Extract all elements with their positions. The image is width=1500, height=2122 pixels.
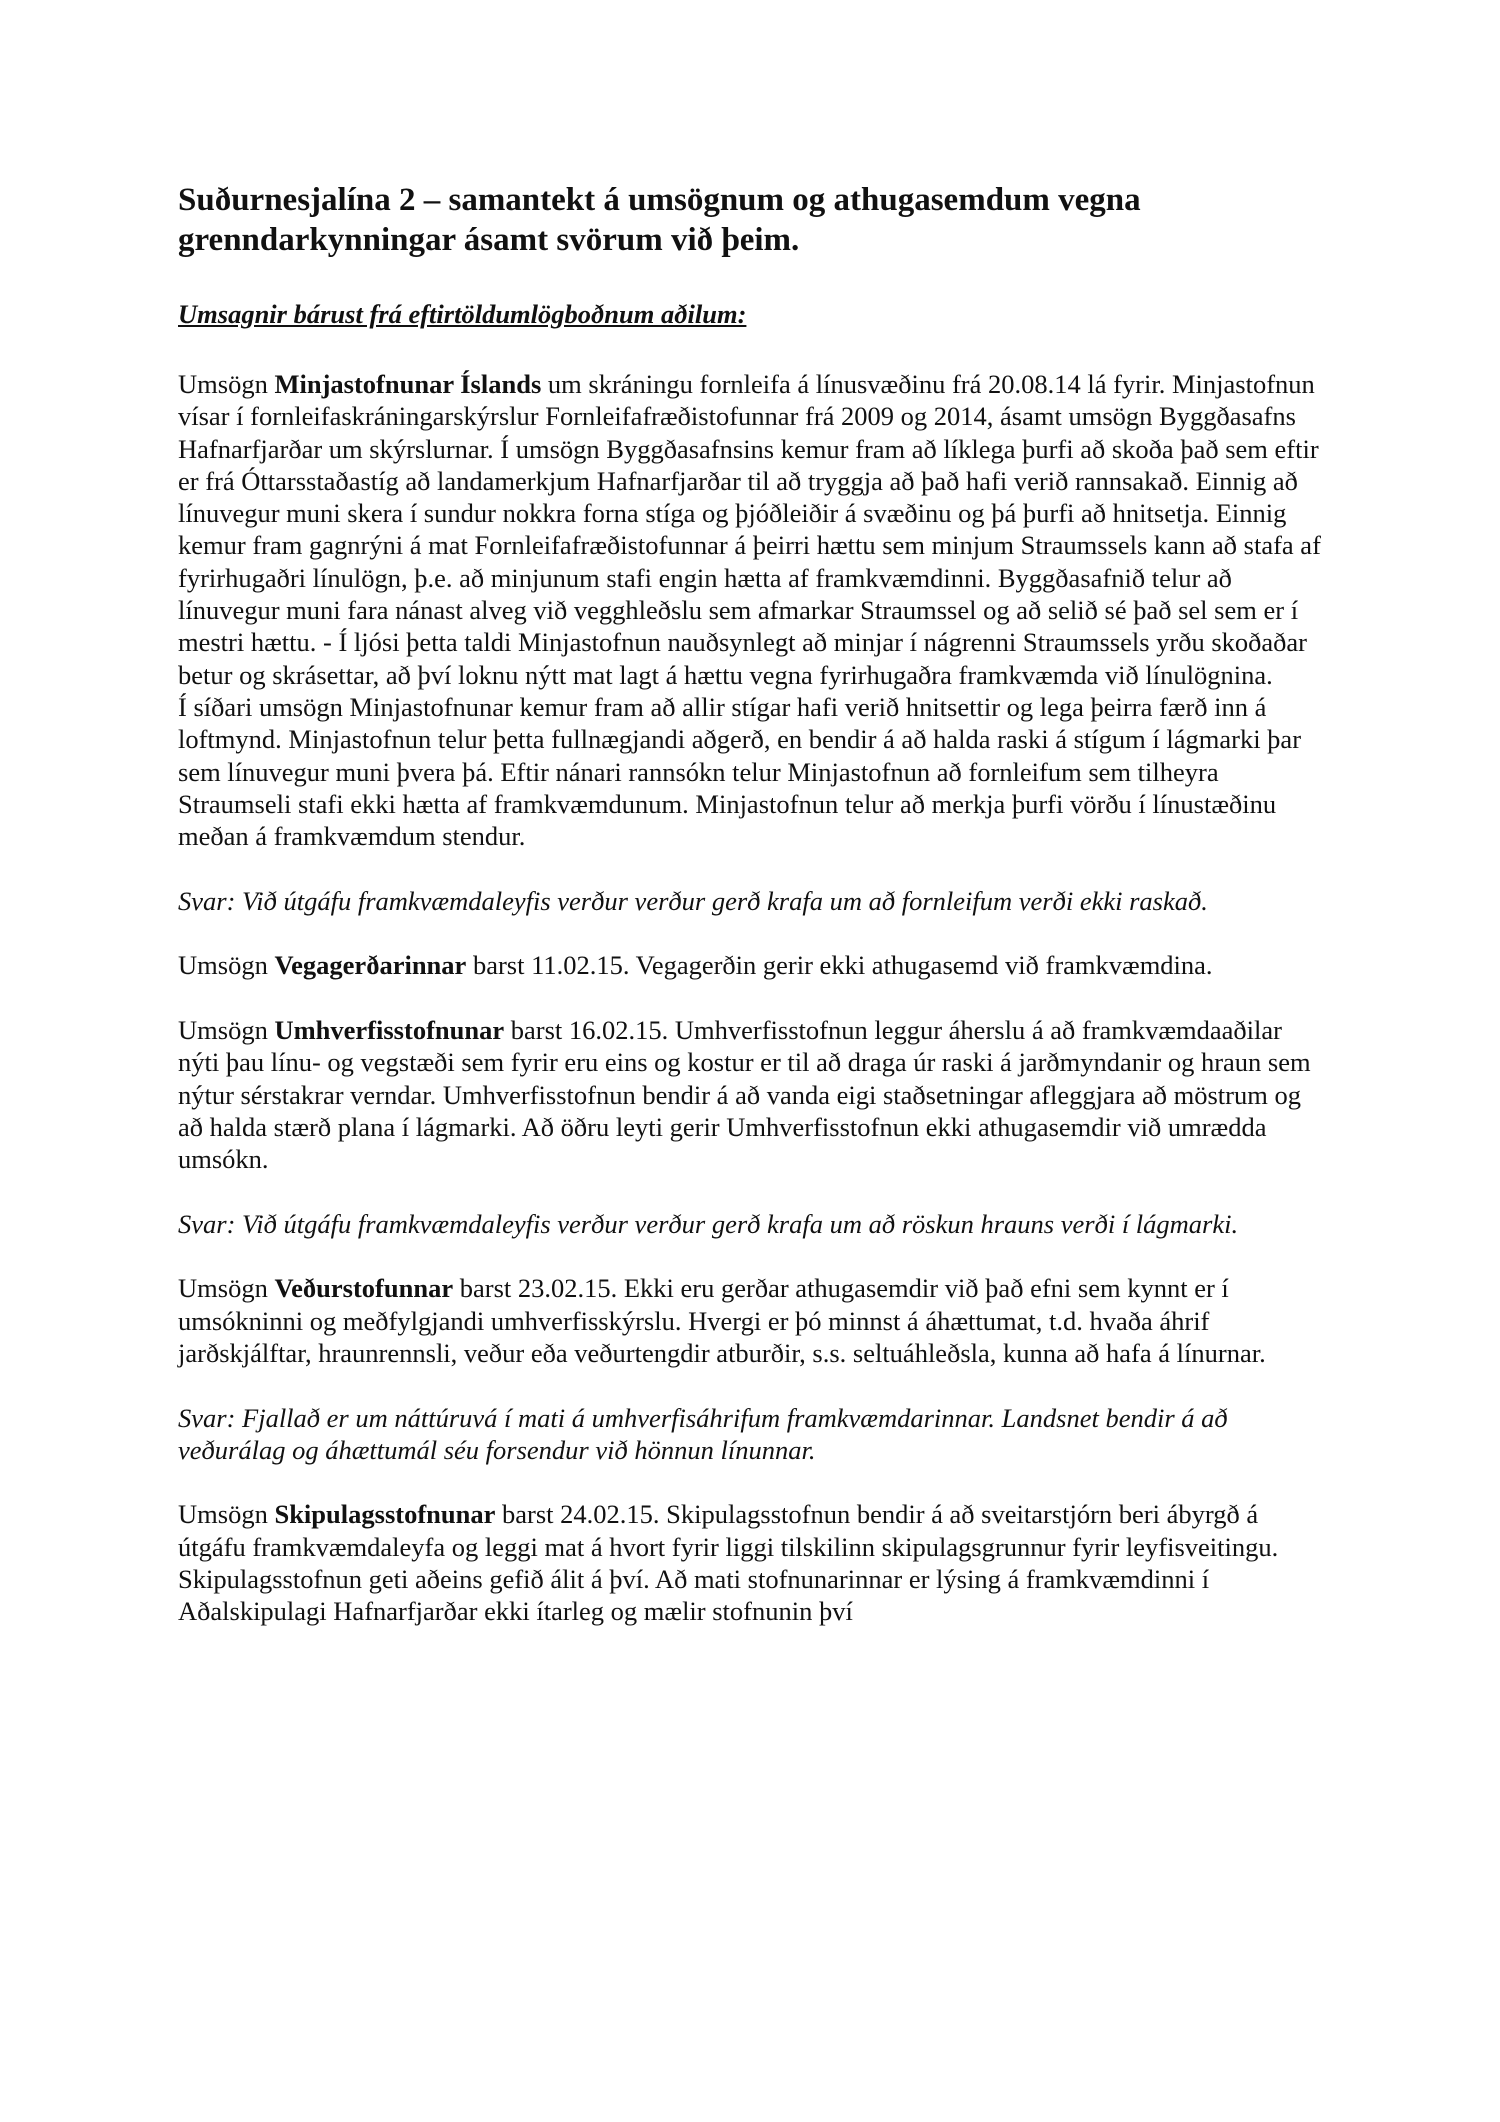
- reply-paragraph: Svar: Við útgáfu framkvæmdaleyfis verður verður gerð krafa um að röskun hrauns verði í lágmarki.: [178, 1208, 1239, 1239]
- review-umhverfisstofnun: Umsögn Umhverfisstofnunar barst 16.02.15. Umhverfisstofnun leggur áherslu á að framkvæmdaaðilar nýti þau línu- og vegstæði sem fyrir eru eins og kostur er til að draga úr raski á jarðmyndanir og hraun sem nýtur sérstakrar verndar. Umhverfisstofnun bendir á að vanda eigi staðsetningar afleggjara að möstrum og að halda stærð plana í lágmarki. Að öðru leyti gerir Umhverfisstofnun ekki athugasemdir við umrædda umsókn.: [178, 1014, 1311, 1175]
- section-subheading: Umsagnir bárust frá eftirtöldumlögboðnum aðilum:: [178, 299, 747, 329]
- agency-name: Vegagerðarinnar: [274, 950, 467, 981]
- review-vedurstofan: Umsögn Veðurstofunnar barst 23.02.15. Ekki eru gerðar athugasemdir við það efni sem kynnt er í umsókninni og meðfylgjandi umhverfisskýrslu. Hvergi er þó minnst á áhættumat, t.d. hvaða áhrif jarðskjálftar, hraunrennsli, veður eða veðurtengdir atburðir, s.s. seltuáhleðsla, kunna að hafa á línurnar.: [178, 1273, 1266, 1368]
- review-paragraph: Umsögn Minjastofnunar Íslands um skráningu fornleifa á línusvæðinu frá 20.08.14 lá fyrir. Minjastofnun vísar í fornleifaskráningarskýrslur Fornleifafræðistofunnar frá 2009 og 2014, ásamt umsögn Byggðasafns Hafnarfjarðar um skýrslurnar. Í umsögn Byggðasafnsins kemur fram að líklega þurfi að skoða það sem eftir er frá Óttarsstaðastíg að landamerkjum Hafnarfjarðar til að tryggja að það hafi verið rannsakað. Einnig að línuvegur muni skera í sundur nokkra forna stíga og þjóðleiðir á svæðinu og þá þurfi að hnitsetja. Einnig kemur fram gagnrýni á mat Fornleifafræðistofunnar á þeirri hættu sem minjum Straumssels kann að stafa af fyrirhugaðri línulögn, þ.e. að minjunum stafi engin hætta af framkvæmdinni. Byggðasafnið telur að línuvegur muni fara nánast alveg við vegghleðslu sem afmarkar Straumssel og að selið sé það sel sem er í mestri hættu. - Í ljósi þetta taldi Minjastofnun nauðsynlegt að minjar í nágrenni Straumssels yrðu skoðaðar betur og skrásettar, að því loknu nýtt mat lagt á hættu vegna fyrirhugaðra framkvæmda við línulögnina.: [178, 369, 1321, 690]
- review-vegagerdin: Umsögn Vegagerðarinnar barst 11.02.15. Vegagerðin gerir ekki athugasemd við framkvæmdina.: [178, 950, 1213, 981]
- reply-paragraph: Svar: Fjallað er um náttúruvá í mati á umhverfisáhrifum framkvæmdarinnar. Landsnet bendir á að veðurálag og áhættumál séu forsendur við hönnun línunnar.: [178, 1402, 1228, 1465]
- reply-paragraph: Svar: Við útgáfu framkvæmdaleyfis verður verður gerð krafa um að fornleifum verði ekki raskað.: [178, 885, 1208, 916]
- review-minjastofnun: [178, 368, 1328, 852]
- review-paragraph-continued: Í síðari umsögn Minjastofnunar kemur fram að allir stígar hafi verið hnitsettir og lega þeirra færð inn á loftmynd. Minjastofnun telur þetta fullnægjandi aðgerð, en bendir á að halda raski á stígum í lágmarki þar sem línuvegur muni þvera þá. Eftir nánari rannsókn telur Minjastofnun að fornleifum sem tilheyra Straumseli stafi ekki hætta af framkvæmdunum. Minjastofnun telur að merkja þurfi vörðu í línustæðinu meðan á framkvæmdum stendur.: [178, 691, 1302, 852]
- document-page: [178, 180, 1328, 1628]
- agency-name: Minjastofnunar Íslands: [274, 369, 542, 399]
- review-skipulagsstofnun: Umsögn Skipulagsstofnunar barst 24.02.15. Skipulagsstofnun bendir á að sveitarstjórn beri ábyrgð á útgáfu framkvæmdaleyfa og leggi mat á hvort fyrir liggi tilskilinn skipulagsgrunnur fyrir leyfisveitingu. Skipulagsstofnun geti aðeins gefið álit á því. Að mati stofnunarinnar er lýsing á framkvæmdinni í Aðalskipulagi Hafnarfjarðar ekki ítarleg og mælir stofnunin því: [178, 1499, 1279, 1627]
- agency-name: Veðurstofunnar: [274, 1273, 454, 1304]
- document-title: Suðurnesjalína 2 – samantekt á umsögnum og athugasemdum vegna grenndarkynningar ásamt svörum við þeim.: [178, 182, 1141, 258]
- agency-name: Skipulagsstofnunar: [274, 1499, 496, 1530]
- agency-name: Umhverfisstofnunar: [274, 1014, 505, 1045]
